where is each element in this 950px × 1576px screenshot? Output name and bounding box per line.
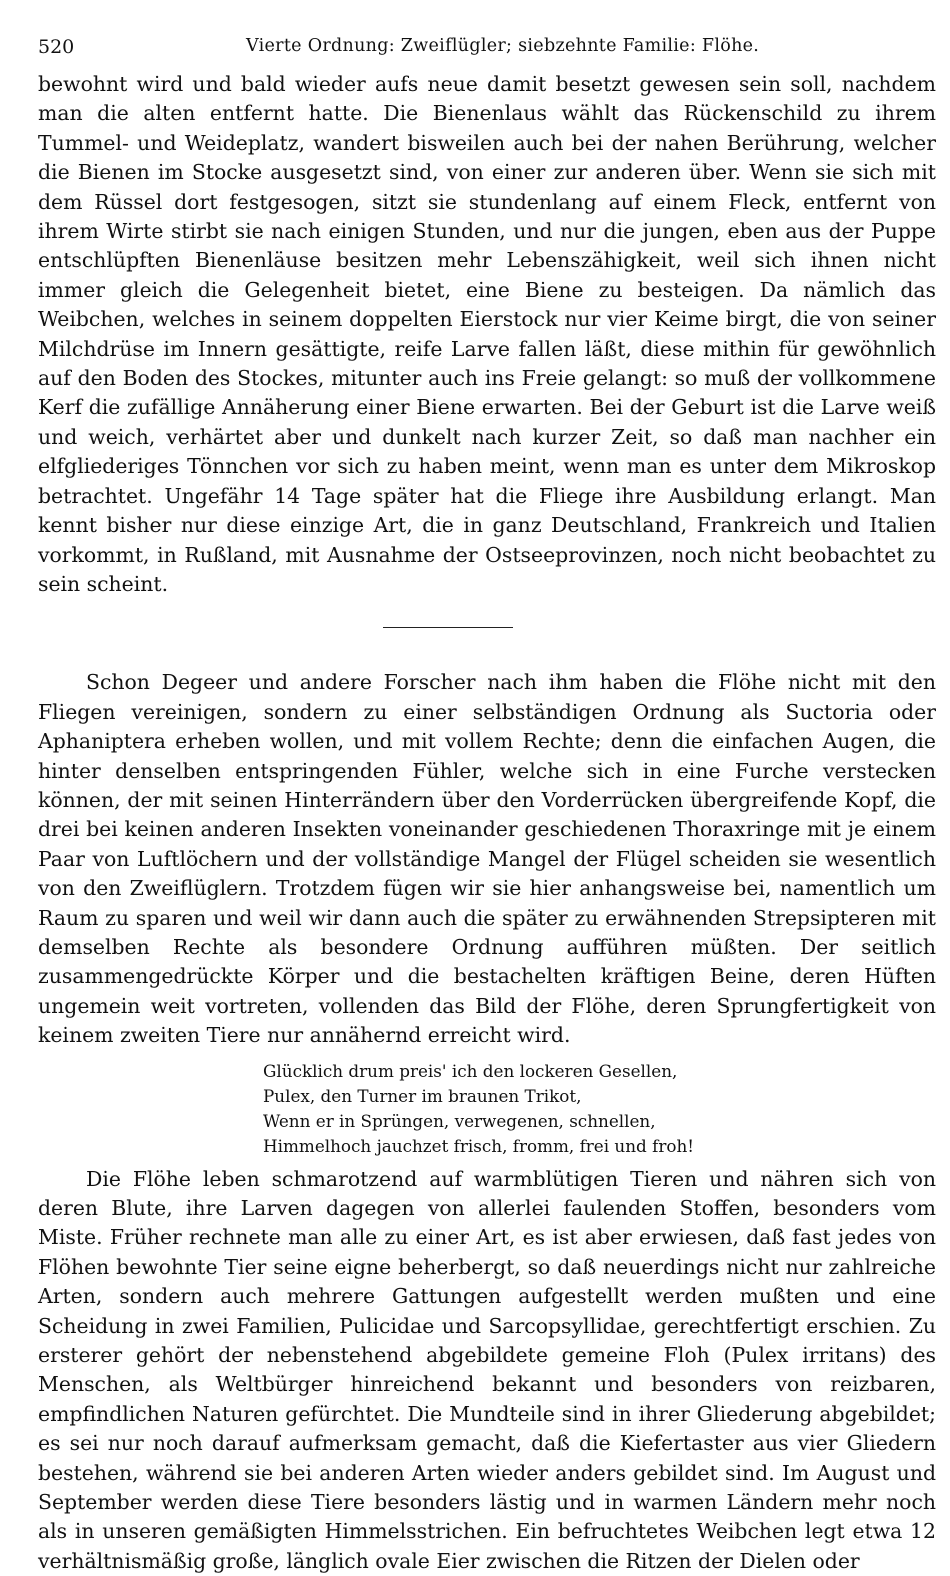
verse-line: Wenn er in Sprüngen, verwegenen, schnellen, <box>263 1110 656 1131</box>
paragraph-floehe-intro: Schon Degeer und andere Forscher nach ihm haben die Flöhe nicht mit den Fliegen vereinigen, sondern zu einer selbständigen Ordnung als Suctoria oder Aphaniptera erheben wollen, und mit vollem Rechte; denn die einfachen Augen, die hinter denselben entspringenden Fühler, welche sich in eine Furche verstecken können, der mit seinen Hinterrändern über den Vorderrücken übergreifende Kopf, die drei bei keinen anderen Insekten voneinander geschiedenen Thoraxringe mit je einem Paar von Luftlöchern und der vollständige Mangel der Flügel scheiden sie wesentlich von den Zweiflüglern. Trotzdem fügen wir sie hier anhangsweise bei, namentlich um Raum zu sparen und weil wir dann auch die später zu erwähnenden Strepsipteren mit demselben Rechte als besondere Ordnung aufführen müßten. Der seitlich zusammengedrückte Körper und die bestachelten kräftigen Beine, deren Hüften ungemein weit vortreten, vollenden das Bild der Flöhe, deren Sprungfertigkeit von keinem zweiten Tiere nur annähernd erreicht wird. <box>38 670 936 1048</box>
paragraph-floehe-lebensweise: Die Flöhe leben schmarotzend auf warmblütigen Tieren und nähren sich von deren Blute, ihre Larven dagegen von allerlei faulenden Stoffen, besonders vom Miste. Früher rechnete man alle zu einer Art, es ist aber erwiesen, daß fast jedes von Flöhen bewohnte Tier seine eigne beherbergt, so daß neuerdings nicht nur zahlreiche Arten, sondern auch mehrere Gattungen aufgestellt werden mußten und eine Scheidung in zwei Familien, Pulicidae und Sarcopsyllidae, gerechtfertigt erschien. Zu ersterer gehört der nebenstehend abgebildete gemeine Floh (Pulex irritans) des Menschen, als Weltbürger hinreichend bekannt und besonders von reizbaren, empfindlichen Naturen gefürchtet. Die Mundteile sind in ihrer Gliederung abgebildet; es sei nur noch darauf aufmerksam gemacht, daß die Kiefertaster aus vier Gliedern bestehen, während sie bei anderen Arten wieder anders gebildet sind. Im August und September werden diese Tiere besonders lästig und in warmen Ländern mehr noch als in unseren gemäßigten Himmelsstrichen. Ein befruchtetes Weibchen legt etwa 12 verhältnismäßig große, länglich ovale Eier zwischen die Ritzen der Dielen oder <box>38 1166 936 1573</box>
verse-line: Pulex, den Turner im braunen Trikot, <box>263 1085 582 1106</box>
running-title: Vierte Ordnung: Zweiflügler; siebzehnte Familie: Flöhe. <box>246 36 760 56</box>
verse-line: Himmelhoch jauchzet frisch, fromm, frei und froh! <box>263 1135 695 1156</box>
verse-quote <box>263 1059 936 1159</box>
verse-line: Glücklich drum preis' ich den lockeren Gesellen, <box>263 1060 678 1081</box>
section-divider <box>383 627 513 628</box>
book-page <box>38 30 936 1576</box>
paragraph-bienenlaus: bewohnt wird und bald wieder aufs neue damit besetzt gewesen sein soll, nachdem man die alten entfernt hatte. Die Bienenlaus wählt das Rückenschild zu ihrem Tummel- und Weideplatz, wandert bisweilen auch bei der nahen Berührung, welcher die Bienen im Stocke ausgesetzt sind, von einer zur anderen über. Wenn sie sich mit dem Rüssel dort festgesogen, sitzt sie stundenlang auf einem Fleck, entfernt von ihrem Wirte stirbt sie nach einigen Stunden, und nur die jungen, eben aus der Puppe entschlüpften Bienenläuse besitzen mehr Lebenszähigkeit, weil sich ihnen nicht immer gleich die Gelegenheit bietet, eine Biene zu besteigen. Da nämlich das Weibchen, welches in seinem doppelten Eierstock nur vier Keime birgt, die von seiner Milchdrüse im Innern gesättigte, reife Larve fallen läßt, diese mithin für gewöhnlich auf den Boden des Stockes, mitunter auch ins Freie gelangt: so muß der vollkommene Kerf die zufällige Annäherung einer Biene erwarten. Bei der Geburt ist die Larve weiß und weich, verhärtet aber und dunkelt nach kurzer Zeit, so daß man nachher ein elfgliederiges Tönnchen vor sich zu haben meint, wenn man es unter dem Mikroskop betrachtet. Ungefähr 14 Tage später hat die Fliege ihre Ausbildung erlangt. Man kennt bisher nur diese einzige Art, die in ganz Deutschland, Frankreich und Italien vorkommt, in Rußland, mit Ausnahme der Ostseeprovinzen, noch nicht beobachtet zu sein scheint. <box>38 72 936 596</box>
page-number: 520 <box>38 36 75 58</box>
running-head <box>38 30 936 70</box>
